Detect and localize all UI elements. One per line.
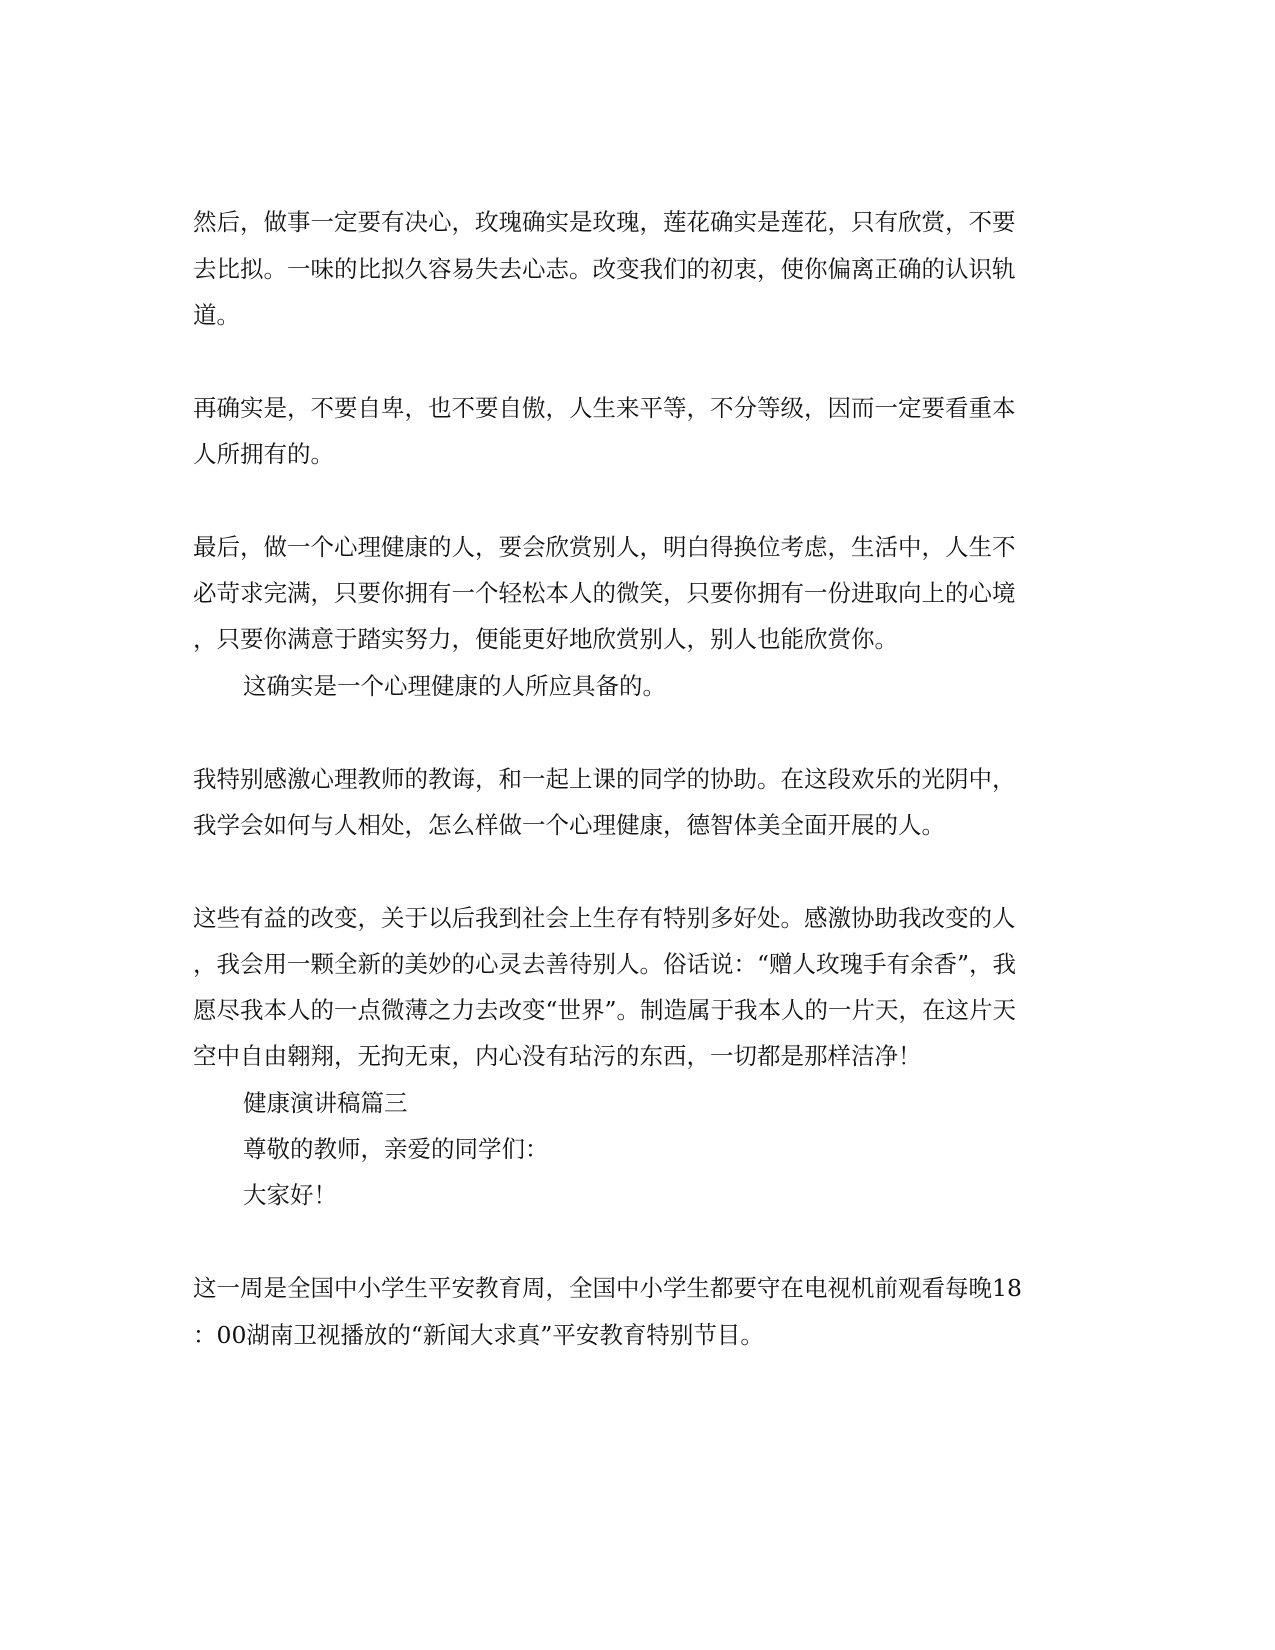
section-heading: 健康演讲稿篇三 <box>243 1089 408 1117</box>
paragraph-line: 这确实是一个心理健康的人所应具备的。 <box>243 672 666 700</box>
paragraph-line: 最后，做一个心理健康的人，要会欣赏别人，明白得换位考虑，生活中，人生不 <box>193 533 1016 561</box>
paragraph-line: 然后，做事一定要有决心，玫瑰确实是玫瑰，莲花确实是莲花，只有欣赏，不要 <box>193 208 1016 236</box>
paragraph-line: 道。 <box>193 301 240 329</box>
paragraph-line: 去比拟。一味的比拟久容易失去心志。改变我们的初衷，使你偏离正确的认识轨 <box>193 255 1016 283</box>
paragraph-line: ：00湖南卫视播放的“新闻大求真”平安教育特别节目。 <box>193 1321 764 1349</box>
paragraph-line: ，我会用一颗全新的美妙的心灵去善待别人。俗话说：“赠人玫瑰手有余香”，我 <box>193 950 1017 978</box>
greeting: 大家好！ <box>243 1181 337 1209</box>
paragraph-line: 人所拥有的。 <box>193 440 334 468</box>
salutation: 尊敬的教师，亲爱的同学们： <box>243 1135 549 1163</box>
paragraph-line: 我学会如何与人相处，怎么样做一个心理健康，德智体美全面开展的人。 <box>193 811 945 839</box>
paragraph-line: 这一周是全国中小学生平安教育周，全国中小学生都要守在电视机前观看每晚18 <box>193 1274 1022 1302</box>
paragraph-line: 空中自由翱翔，无拘无束，内心没有玷污的东西，一切都是那样洁净！ <box>193 1042 922 1070</box>
paragraph-line: 这些有益的改变，关于以后我到社会上生存有特别多好处。感激协助我改变的人 <box>193 904 1016 932</box>
paragraph-line: 再确实是，不要自卑，也不要自傲，人生来平等，不分等级，因而一定要看重本 <box>193 394 1016 422</box>
paragraph-line: 愿尽我本人的一点微薄之力去改变“世界”。制造属于我本人的一片天，在这片天 <box>193 996 1017 1024</box>
paragraph-line: 必苛求完满，只要你拥有一个轻松本人的微笑，只要你拥有一份进取向上的心境 <box>193 579 1016 607</box>
paragraph-line: 我特别感激心理教师的教诲，和一起上课的同学的协助。在这段欢乐的光阴中， <box>193 765 1016 793</box>
paragraph-line: ，只要你满意于踏实努力，便能更好地欣赏别人，别人也能欣赏你。 <box>193 625 898 653</box>
